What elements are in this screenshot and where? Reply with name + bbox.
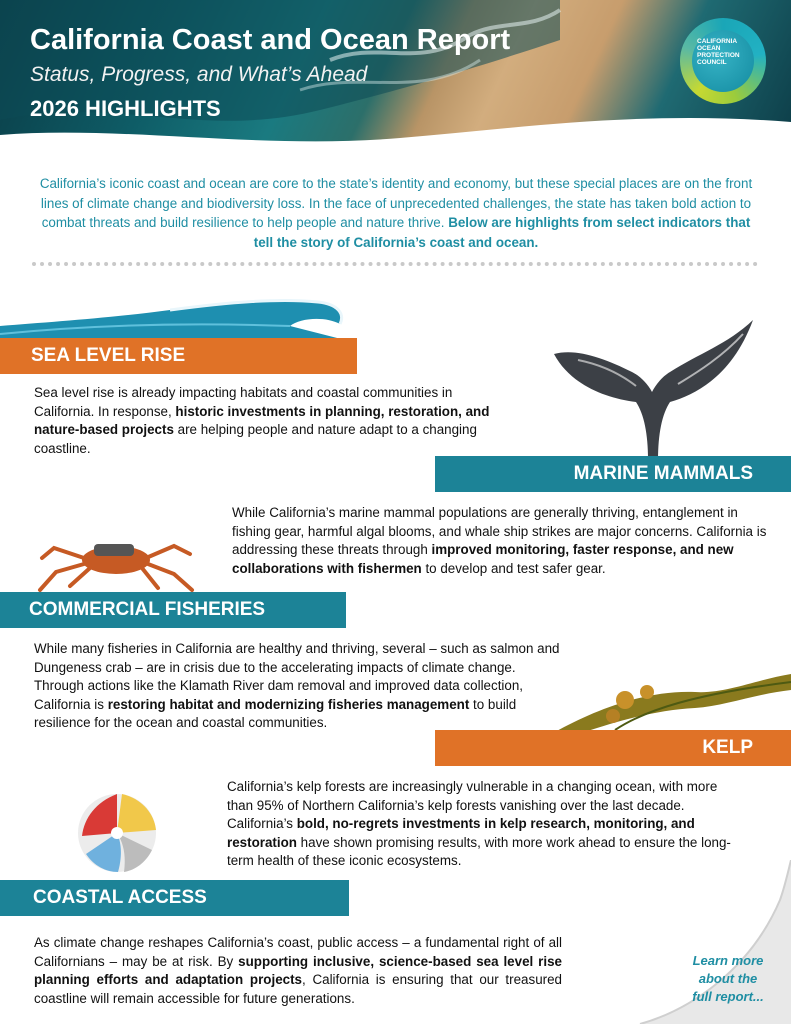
header-banner <box>0 0 791 160</box>
crab-image <box>34 528 199 592</box>
page-title: California Coast and Ocean Report <box>30 24 511 56</box>
commercial-fisheries-heading: COMMERCIAL FISHERIES <box>0 592 346 628</box>
marine-mammals-text: While California’s marine mammal populations are generally thriving, entanglement in fishing gear, harmful algal blooms, and whale ship strikes are major concerns. California is addressing these threats through improved monitoring, faster response, and new collaborations with fishermen to develop and test safer gear. <box>232 505 767 576</box>
sea-level-rise-heading: SEA LEVEL RISE <box>0 338 357 374</box>
page-subtitle: Status, Progress, and What’s Ahead <box>30 63 368 86</box>
sea-level-rise-text: Sea level rise is already impacting habitats and coastal communities in California. In response, historic investments in planning, restoration, and nature-based projects are helping people and nature adapt to a changing coastline. <box>34 385 490 456</box>
dotted-divider <box>32 262 758 266</box>
logo-text: CALIFORNIA OCEAN PROTECTION COUNCIL <box>697 38 740 66</box>
learn-more-link[interactable]: Learn more about the full report... <box>692 953 764 1004</box>
coastal-access-heading: COASTAL ACCESS <box>0 880 349 916</box>
commercial-fisheries-text: While many fisheries in California are healthy and thriving, several – such as salmon and Dungeness crab – are in crisis due to the accelerating impacts of climate change. Through actions like the Klamath River dam removal and improved data collection, California is restoring habitat and modernizing fisheries management to build resilience for the ocean and coastal communities. <box>34 641 560 730</box>
wave-image <box>0 296 345 340</box>
whale-tail-image <box>548 314 758 460</box>
marine-mammals-heading: MARINE MAMMALS <box>435 456 791 492</box>
intro-paragraph: California’s iconic coast and ocean are core to the state’s identity and economy, but these special places are on the front lines of climate change and biodiversity loss. In the face of unprecedented challenges, the state has taken bold action to combat threats and build resilience to help people and nature thrive. Below are highlights from select indicators that tell the story of California’s coast and ocean. <box>39 176 753 250</box>
kelp-image <box>555 670 791 732</box>
beach-ball-image <box>76 792 158 874</box>
kelp-heading: KELP <box>435 730 791 766</box>
coastal-access-text: As climate change reshapes California’s coast, public access – a fundamental right of all Californians – may be at risk. By supporting inclusive, science-based sea level rise planning efforts and adaptation projects, California is ensuring that our treasured coastline will remain accessible for future generations. <box>34 935 562 1006</box>
kelp-text: California’s kelp forests are increasingly vulnerable in a changing ocean, with more than 95% of Northern California’s kelp forests vanishing over the last decade. California’s bold, no-regrets investments in kelp research, monitoring, and restoration have shown promising results, with more work ahead to ensure the long-term health of these iconic ecosystems. <box>227 779 731 868</box>
highlights-heading: 2026 HIGHLIGHTS <box>30 96 221 121</box>
